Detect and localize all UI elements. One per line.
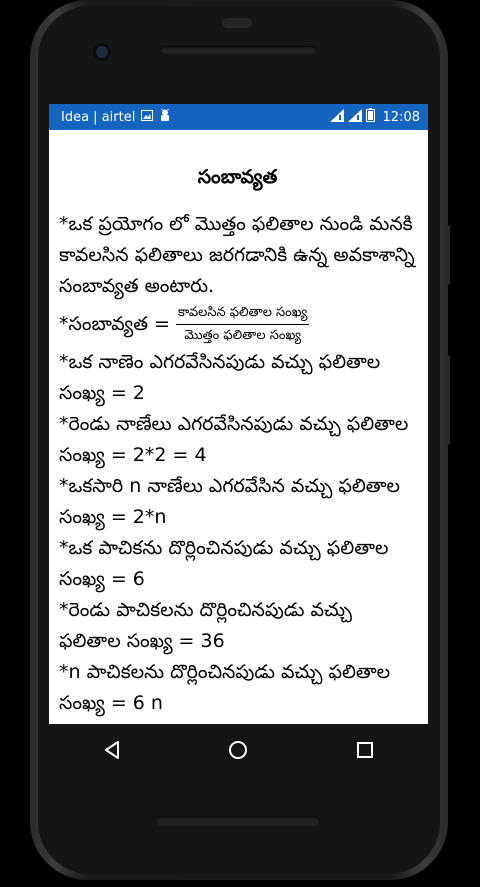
- content-line: *ఒక పాచికను దొర్లించినపుడు వచ్చు ఫలితాల సంఖ్య = 6: [59, 537, 389, 590]
- recents-button[interactable]: [345, 730, 385, 770]
- battery-icon: [366, 108, 375, 126]
- power-button: [445, 225, 450, 285]
- probability-formula: [59, 304, 416, 345]
- content-line: *n పాచికలను దొర్లించినపుడు వచ్చు ఫలితాల సంఖ్య = 6 n: [59, 661, 391, 714]
- android-debug-icon: [159, 109, 171, 126]
- carrier-label: Idea | airtel: [61, 109, 136, 125]
- article-content: [49, 166, 428, 719]
- speaker-grille-top: [160, 46, 317, 54]
- back-triangle-icon: [103, 740, 121, 760]
- formula-numerator: కావలసిన ఫలితాల సంఖ్య: [176, 304, 309, 325]
- volume-button: [445, 355, 450, 445]
- earpiece: [222, 18, 252, 28]
- content-line: *ఒకసారి n నాణేలు ఎగరవేసిన వచ్చు ఫలితాల సంఖ్య = 2*n: [59, 475, 400, 528]
- home-button[interactable]: [218, 730, 258, 770]
- speaker-grille-bottom: [156, 816, 320, 826]
- image-icon: [141, 110, 153, 125]
- back-button[interactable]: [92, 730, 132, 770]
- status-bar: [49, 104, 428, 130]
- content-line: *ఒక నాణెం ఎగరవేసినపుడు వచ్చు ఫలితాల సంఖ్య = 2: [59, 351, 381, 404]
- recents-square-icon: [356, 741, 374, 759]
- screen: [49, 104, 428, 724]
- formula-fraction: [176, 304, 309, 345]
- page-title: సంబావ్యత: [197, 166, 278, 188]
- navigation-bar: [49, 724, 428, 776]
- formula-lhs: *సంబావ్యత =: [59, 313, 170, 335]
- signal-icon: [348, 109, 362, 126]
- front-camera: [96, 46, 108, 58]
- clock: 12:08: [382, 109, 420, 125]
- content-line: *రెండు పాచికలను దొర్లించినపుడు వచ్చు ఫలితాల సంఖ్య = 36: [59, 599, 352, 652]
- formula-denominator: మొత్తం ఫలితాల సంఖ్య: [184, 328, 302, 343]
- home-circle-icon: [228, 740, 248, 760]
- content-line: *రెండు నాణేలు ఎగరవేసినపుడు వచ్చు ఫలితాల సంఖ్య = 2*2 = 4: [59, 413, 409, 466]
- intro-paragraph: *ఒక ప్రయోగం లో మొత్తం ఫలితాల నుండి మనకి కావలసిన ఫలితాలు జరగడానికి ఉన్న అవకాశాన్ని సంబావ్యత అంటారు.: [59, 213, 415, 297]
- signal-icon: [330, 109, 344, 126]
